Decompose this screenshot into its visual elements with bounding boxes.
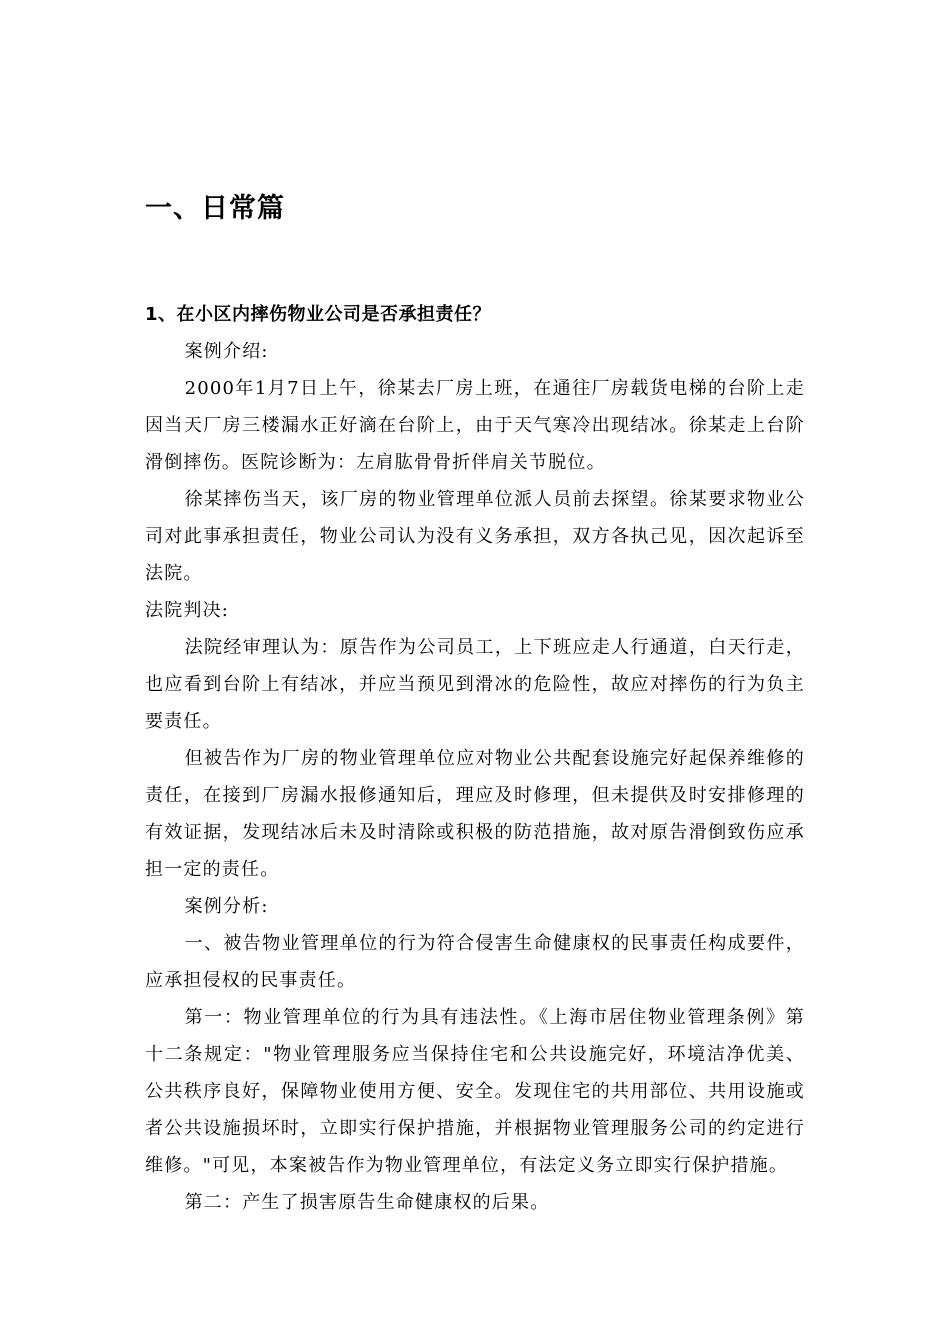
paragraph-defendant-liability: 但被告作为厂房的物业管理单位应对物业公共配套设施完好起保养维修的责任，在接到厂房漏水报修通知后，理应及时修理，但未提供及时安排修理的有效证据，发现结冰后未及时清除或积极的防范措施，故对原告滑倒致伤应承担一定的责任。 bbox=[145, 748, 805, 880]
paragraph-dispute: 徐某摔伤当天，该厂房的物业管理单位派人员前去探望。徐某要求物业公司对此事承担责任，物业公司认为没有义务承担，双方各执己见，因次起诉至法院。 bbox=[145, 489, 805, 584]
paragraph-analysis-one: 一、被告物业管理单位的行为符合侵害生命健康权的民事责任构成要件，应承担侵权的民事责任。 bbox=[145, 933, 805, 991]
paragraph-analysis-second: 第二：产生了损害原告生命健康权的后果。 bbox=[184, 1192, 550, 1213]
paragraph-incident: 2000年1月7日上午，徐某去厂房上班，在通往厂房载货电梯的台阶上走因当天厂房三楼漏水正好滴在台阶上，由于天气寒冷出现结冰。徐某走上台阶滑倒摔伤。医院诊断为：左肩肱骨骨折伴肩关节脱位。 bbox=[145, 378, 805, 473]
question-heading: 1、在小区内摔伤物业公司是否承担责任？ bbox=[145, 304, 492, 325]
section-label-court-ruling: 法院判决: bbox=[145, 600, 230, 621]
section-label-case-analysis: 案例分析: bbox=[184, 896, 269, 917]
article-body bbox=[145, 296, 805, 1221]
paragraph-court-finding: 法院经审理认为：原告作为公司员工，上下班应走人行通道，白天行走，也应看到台阶上有结冰，并应当预见到滑冰的危险性，故应对摔伤的行为负主要责任。 bbox=[145, 637, 805, 732]
paragraph-analysis-first: 第一：物业管理单位的行为具有违法性。《上海市居住物业管理条例》第十二条规定："物业管理服务应当保持住宅和公共设施完好，环境洁净优美、公共秩序良好，保障物业使用方便、安全。发现住宅的共用部位、共用设施或者公共设施损坏时，立即实行保护措施，并根据物业管理服务公司的约定进行维修。"可见，本案被告作为物业管理单位，有法定义务立即实行保护措施。 bbox=[145, 1007, 805, 1176]
chapter-title: 一、日常篇 bbox=[145, 193, 285, 224]
section-label-case-intro: 案例介绍: bbox=[184, 341, 269, 362]
